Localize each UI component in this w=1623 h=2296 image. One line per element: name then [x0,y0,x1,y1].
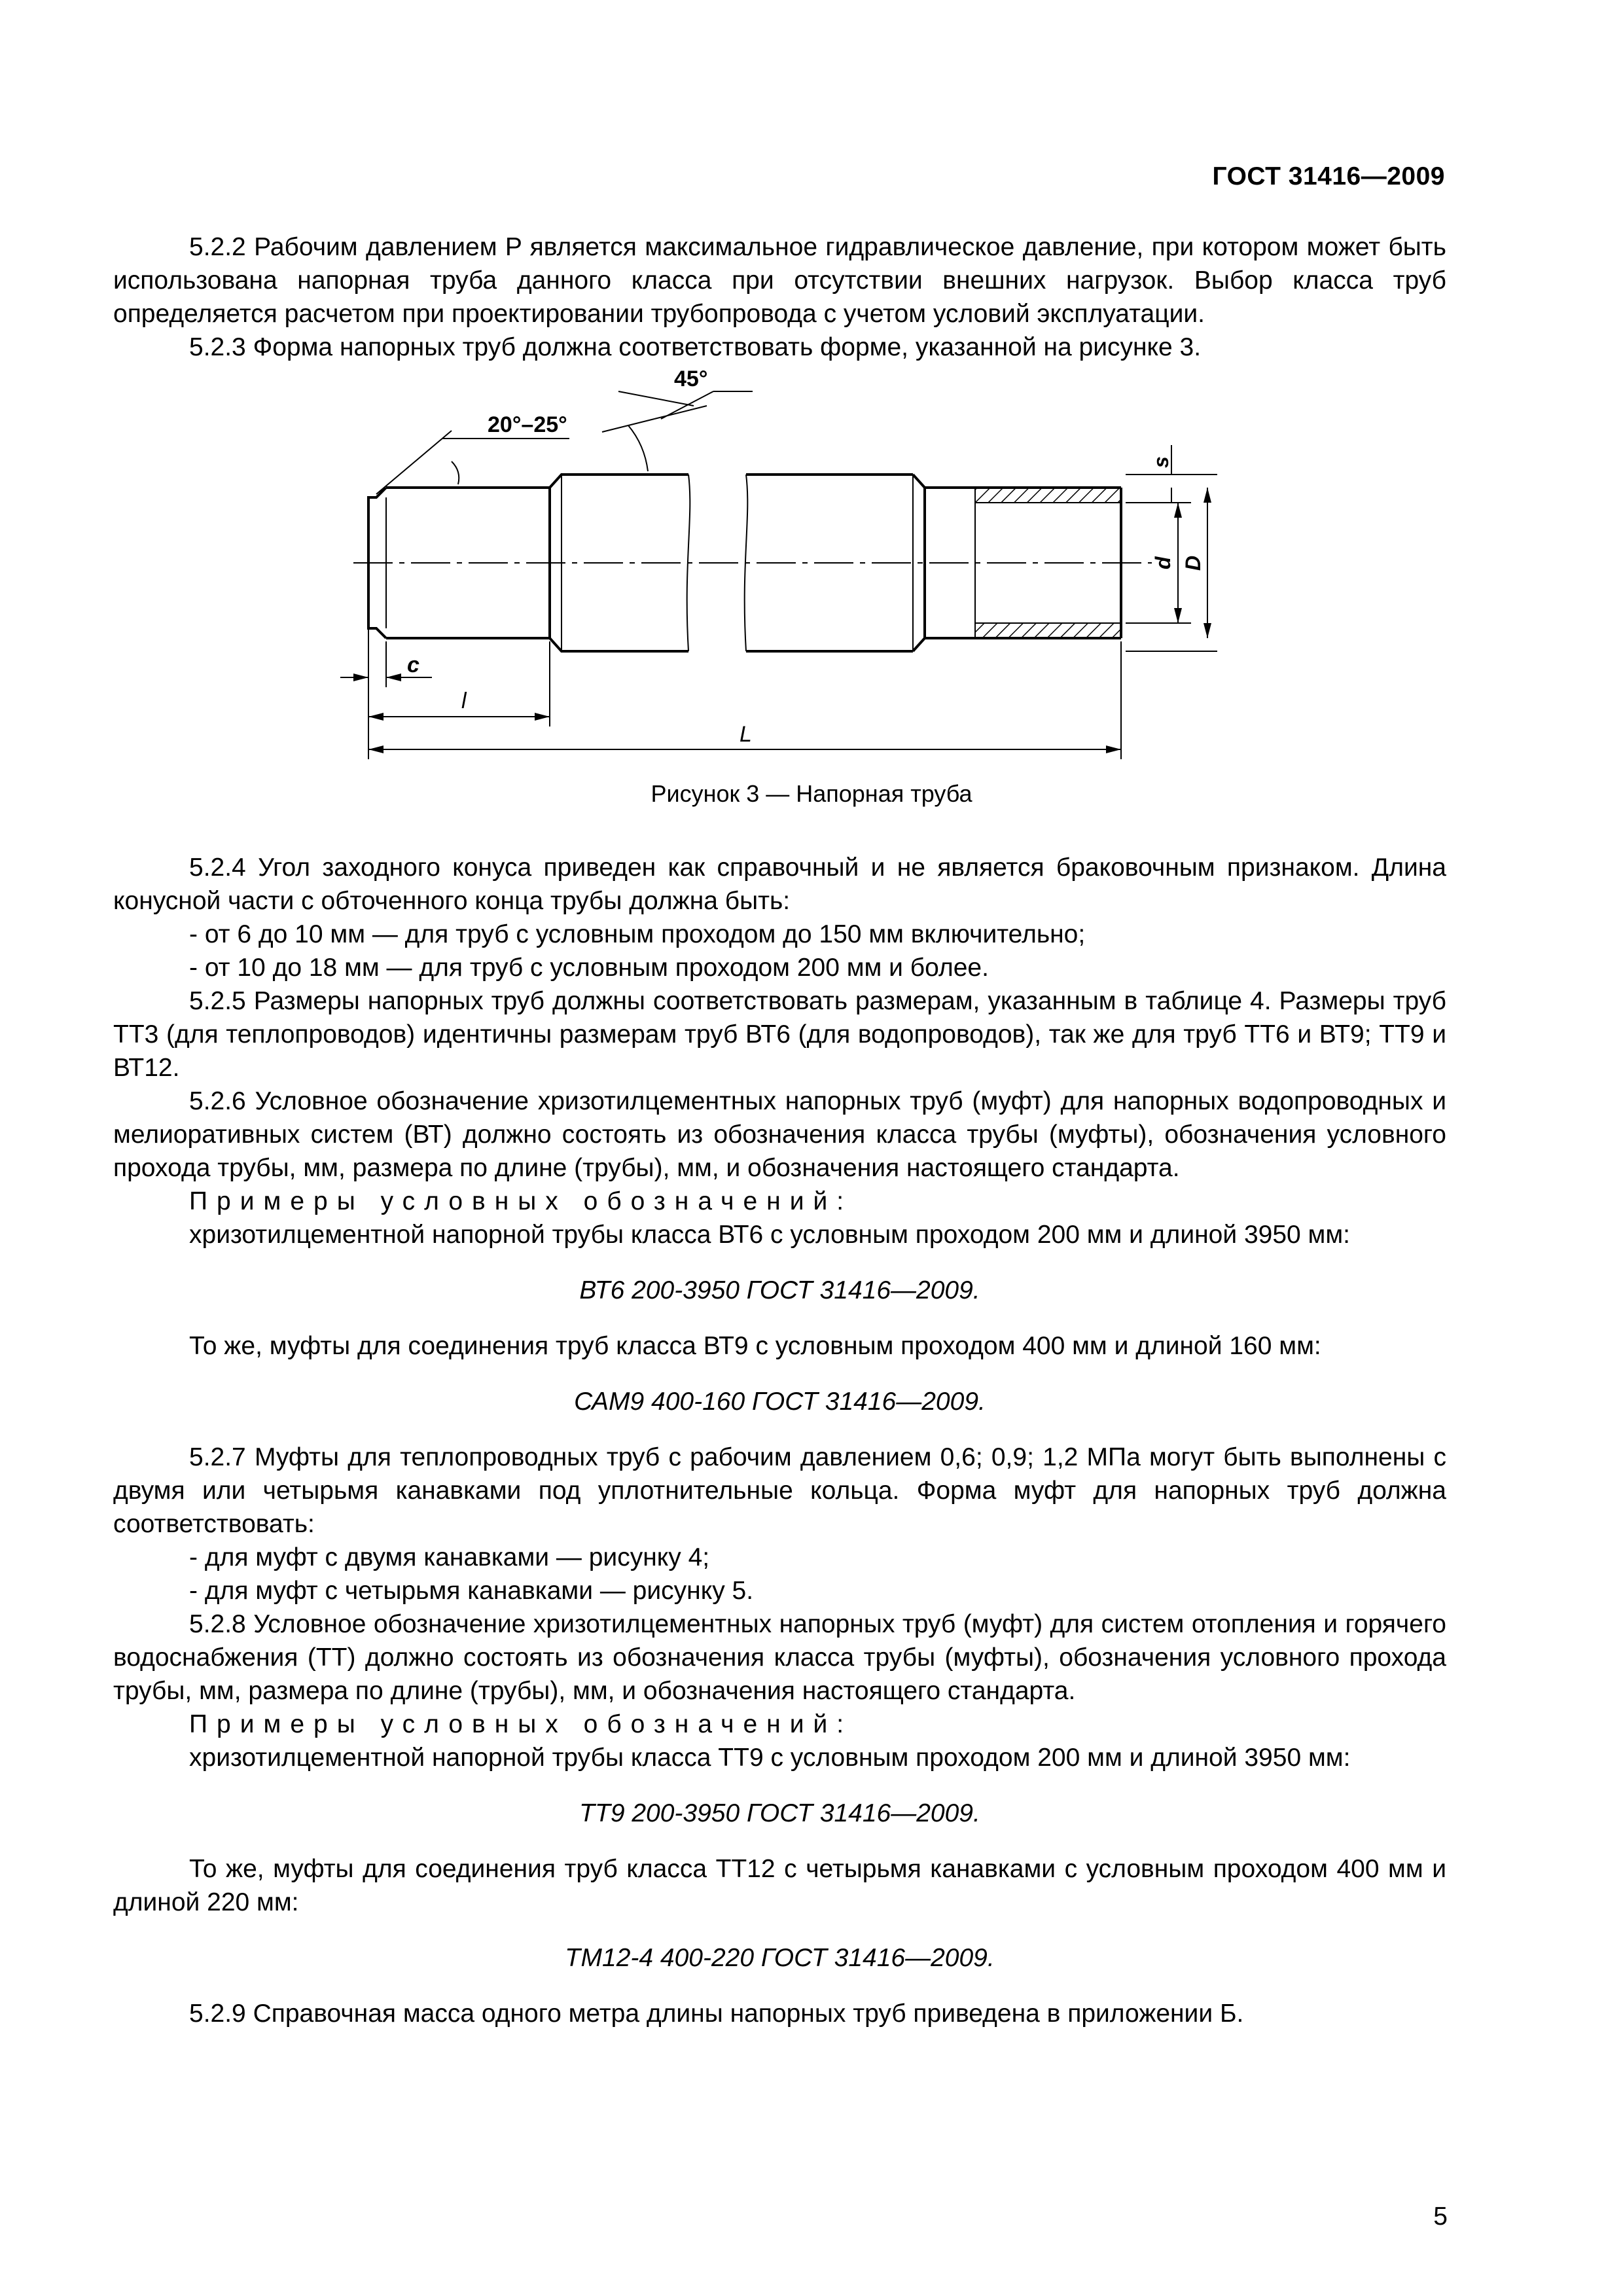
example-3-code: ТТ9 200-3950 ГОСТ 31416—2009. [579,1799,980,1827]
paragraph-5-2-9: 5.2.9 Справочная масса одного метра длины напорных труб приведена в приложении Б. [189,2000,1244,2028]
example-3-text: хризотилцементной напорной трубы класса ТТ9 с условным проходом 200 мм и длиной 3950 мм: [189,1744,1351,1772]
dim-label-D: D [1181,555,1205,571]
figure-pressure-pipe [327,367,1243,779]
dim-label-L: L [740,722,752,747]
paragraph-5-2-6: 5.2.6 Условное обозначение хризотилцементных напорных труб (муфт) для напорных водопроводных и мелиоративных систем (ВТ) должно состоять из обозначения класса трубы (муфты), обозначения условного прохода трубы, мм, размера по длине (трубы), мм, и обозначения настоящего стандарта. [113,1087,1446,1182]
dim-label-s: s [1149,456,1173,468]
examples-label: Примеры условных обозначений: [189,1187,853,1215]
example-1-text: хризотилцементной напорной трубы класса ВТ6 с условным проходом 200 мм и длиной 3950 мм: [189,1221,1351,1249]
example-4-code: ТМ12-4 400-220 ГОСТ 31416—2009. [565,1944,995,1972]
wall-section-bottom [975,623,1121,638]
text-block-top [113,230,1446,364]
dim-label-d: d [1151,556,1175,569]
example-2-code: САМ9 400-160 ГОСТ 31416—2009. [574,1388,986,1416]
example-2-text: То же, муфты для соединения труб класса ВТ9 с условным проходом 400 мм и длиной 160 мм: [189,1332,1321,1360]
dim-label-c: c [407,653,419,677]
paragraph-5-2-7-item-a: - для муфт с двумя канавками — рисунку 4; [189,1543,710,1571]
paragraph-5-2-4-item-a: - от 6 до 10 мм — для труб с условным проходом до 150 мм включительно; [189,920,1086,948]
paragraph-5-2-7: 5.2.7 Муфты для теплопроводных труб с рабочим давлением 0,6; 0,9; 1,2 МПа могут быть выполнены с двумя или четырьмя канавками под уплотнительные кольца. Форма муфт для напорных труб должна соответствовать: [113,1443,1446,1538]
wall-section-top [975,488,1121,503]
paragraph-5-2-5: 5.2.5 Размеры напорных труб должны соответствовать размерам, указанным в таблице 4. Размеры труб ТТ3 (для теплопроводов) идентичны размерам труб ВТ6 (для водопроводов), так же для труб ТТ6 и ВТ9; ТТ9 и ВТ12. [113,987,1446,1082]
paragraph-5-2-4: 5.2.4 Угол заходного конуса приведен как справочный и не является браковочным признаком. Длина конусной части c обточенного конца трубы должна быть: [113,853,1446,915]
paragraph-5-2-4-item-b: - от 10 до 18 мм — для труб с условным проходом 200 мм и более. [189,954,989,982]
document-header: ГОСТ 31416—2009 [1212,162,1445,190]
paragraph-5-2-3: 5.2.3 Форма напорных труб должна соответствовать форме, указанной на рисунке 3. [189,333,1202,361]
paragraph-5-2-7-item-b: - для муфт с четырьмя канавками — рисунку 5. [189,1577,754,1605]
example-4-text: То же, муфты для соединения труб класса ТТ12 с четырьмя канавками с условным проходом 400 мм и длиной 220 мм: [113,1855,1446,1916]
page-number: 5 [1433,2202,1448,2231]
angle-label-45: 45° [674,367,708,391]
figure-caption: Рисунок 3 — Напорная труба [651,780,972,807]
text-block-main [113,851,1446,2030]
angle-label-20-25: 20°–25° [488,412,567,437]
paragraph-5-2-8: 5.2.8 Условное обозначение хризотилцементных напорных труб (муфт) для систем отопления и горячего водоснабжения (ТТ) должно состоять из обозначения класса трубы (муфты), обозначения условного прохода трубы, мм, размера по длине (трубы), мм, и обозначения настоящего стандарта. [113,1610,1446,1705]
paragraph-5-2-2: 5.2.2 Рабочим давлением P является максимальное гидравлическое давление, при котором может быть использована напорная труба данного класса при отсутствии внешних нагрузок. Выбор класса труб определяется расчетом при проектировании трубопровода с учетом условий эксплуатации. [113,233,1446,328]
example-1-code: ВТ6 200-3950 ГОСТ 31416—2009. [579,1276,980,1304]
examples-label-2: Примеры условных обозначений: [189,1710,853,1738]
dim-label-l: l [461,689,467,713]
